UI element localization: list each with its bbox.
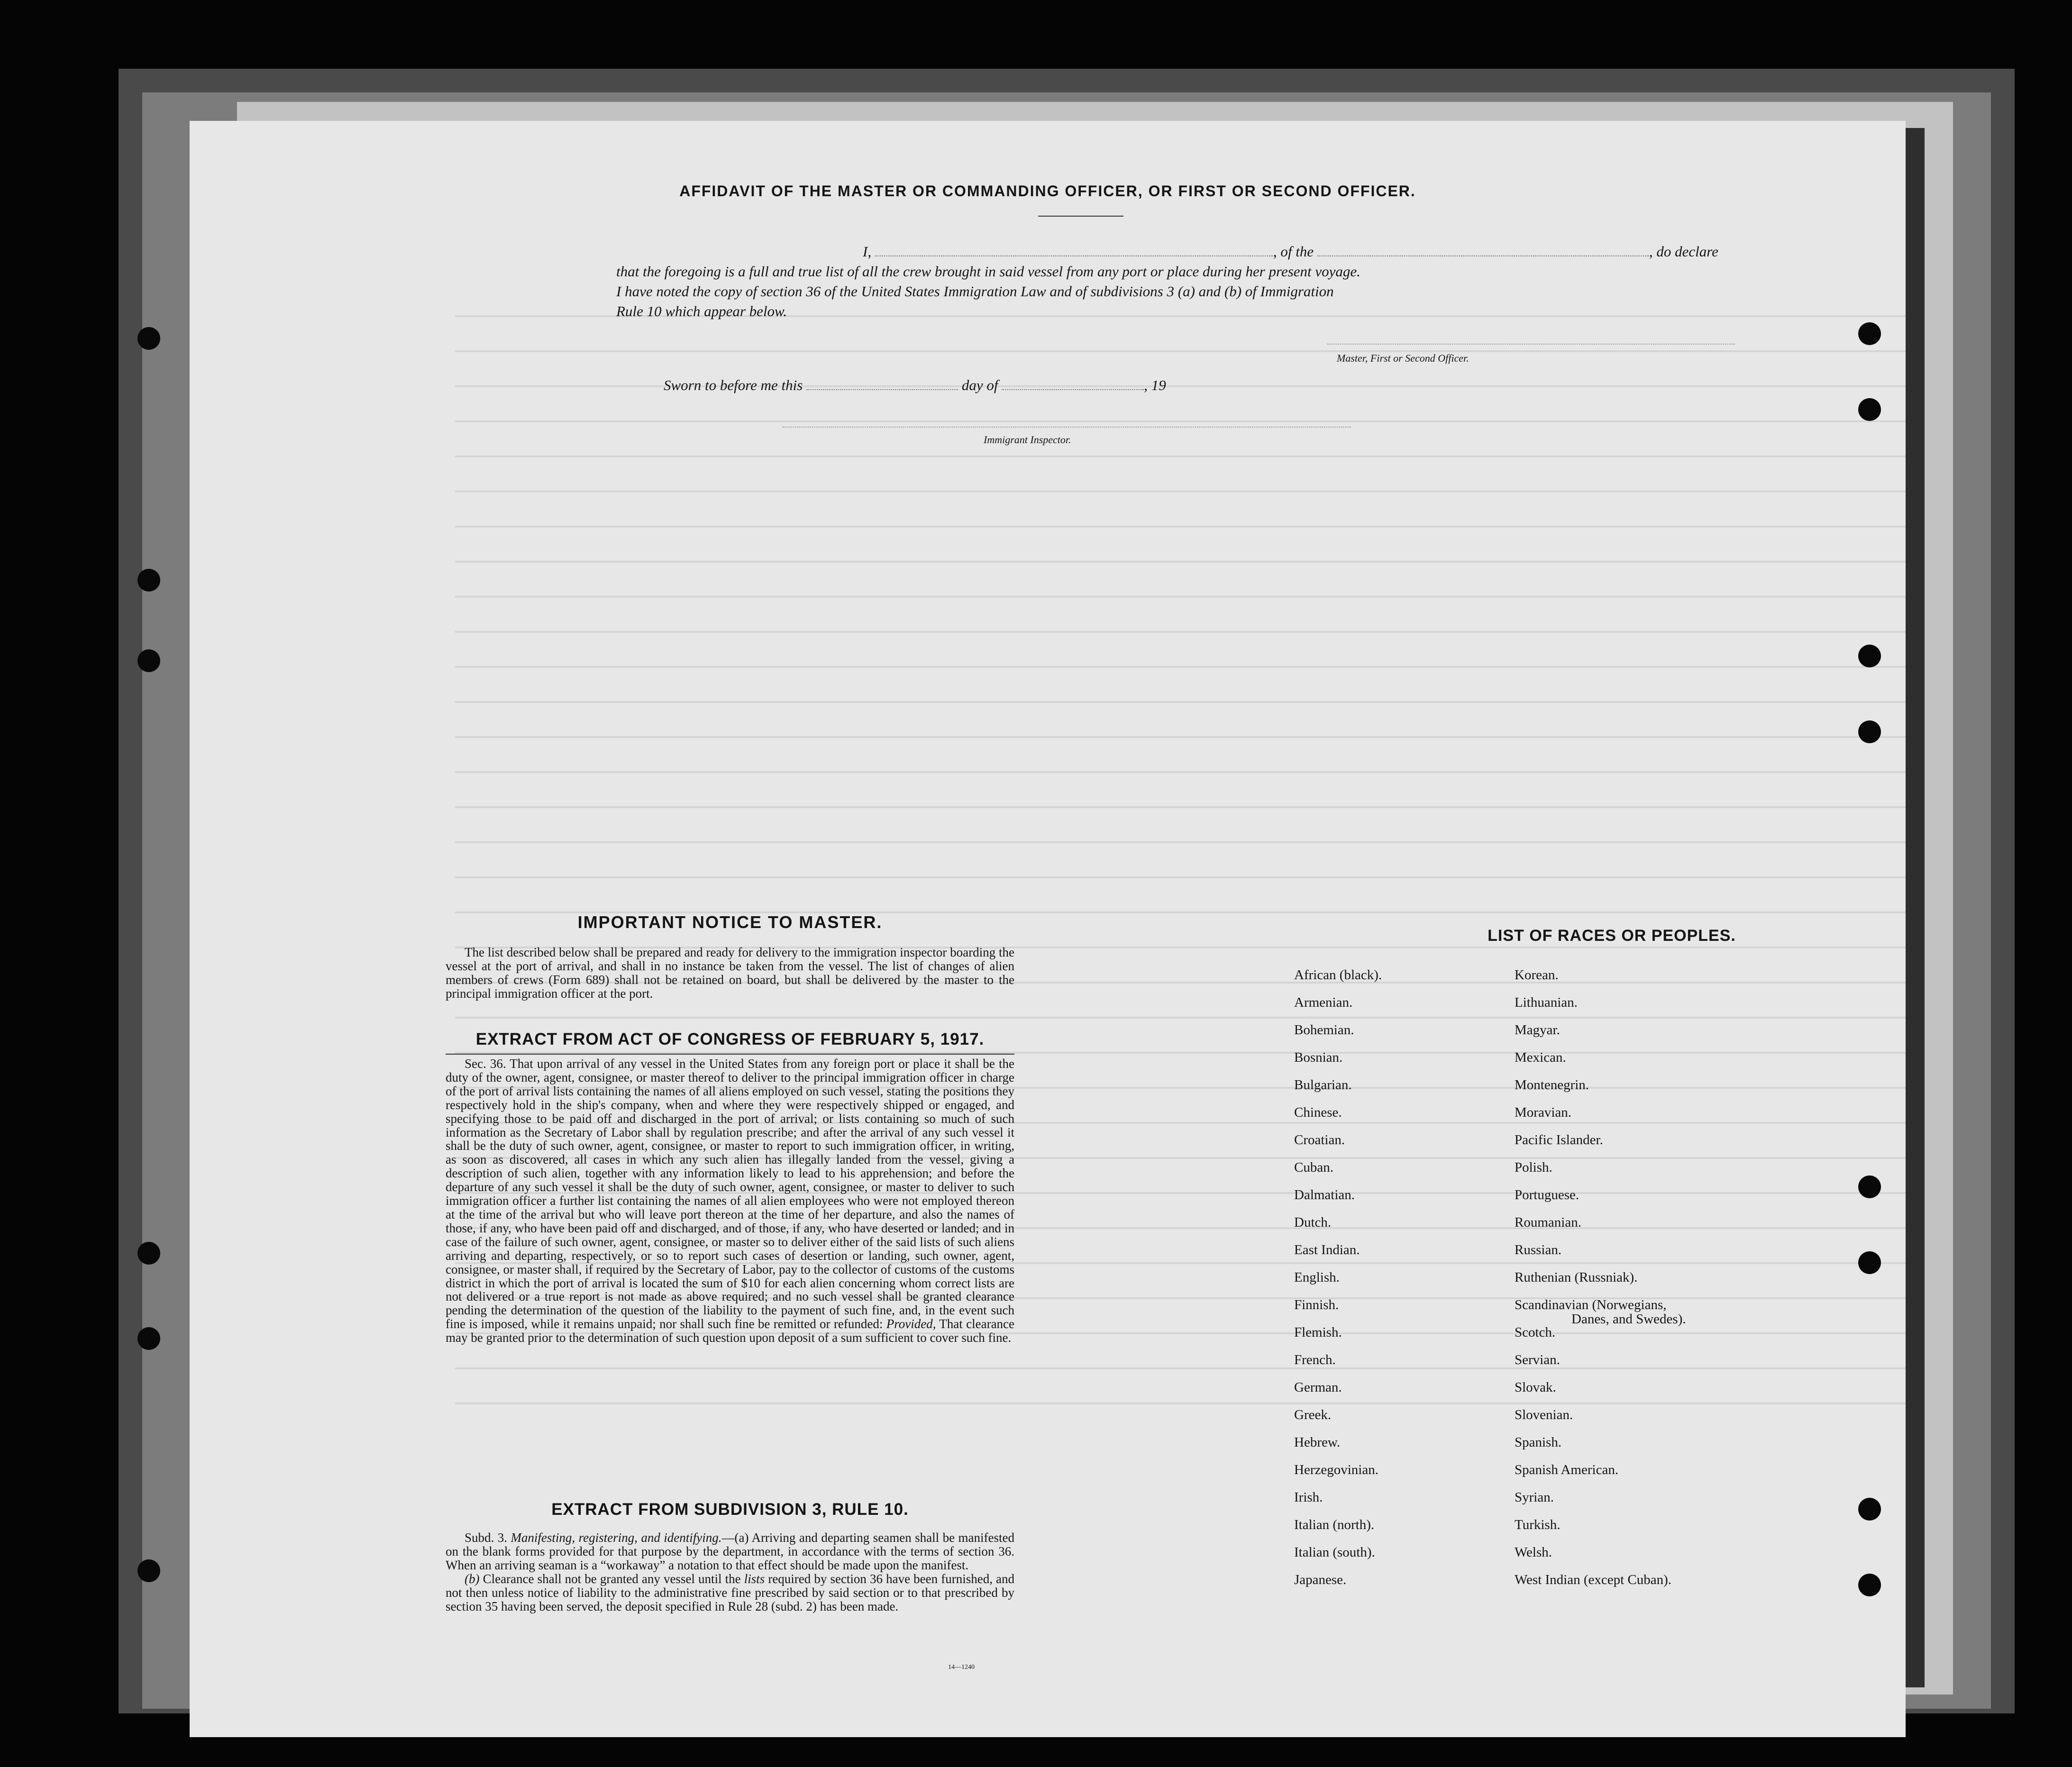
race-label: Dalmatian. — [1294, 1187, 1355, 1202]
para-a: —(a) Arriving and departing seamen shall be manifested on the blank forms provided for that purpose by the department, in accordance with the terms of section 36. When an arriving seaman is a “workaway” a notation to that effect should be made upon the manifest. — [446, 1530, 1014, 1572]
notice-title: IMPORTANT NOTICE TO MASTER. — [577, 912, 883, 932]
race-item — [1294, 968, 1512, 995]
race-label: Servian. — [1515, 1352, 1560, 1367]
race-label: Turkish. — [1515, 1517, 1561, 1532]
provided-word: Provided, — [886, 1317, 936, 1331]
sworn-prefix: Sworn to before me this — [664, 377, 803, 393]
race-label: Armenian. — [1294, 995, 1353, 1010]
signature-label: Master, First or Second Officer. — [1337, 352, 1469, 364]
sworn-year: , 19 — [1144, 377, 1166, 393]
race-label: Dutch. — [1294, 1215, 1332, 1230]
race-label: Irish. — [1294, 1490, 1323, 1505]
race-item — [1515, 1298, 1799, 1325]
punch-hole — [137, 327, 160, 350]
sworn-line — [664, 377, 1166, 394]
race-item — [1515, 1078, 1799, 1105]
race-label: Mexican. — [1515, 1050, 1566, 1065]
race-item — [1294, 1518, 1512, 1545]
affidavit-title: AFFIDAVIT OF THE MASTER OR COMMANDING OFFICER, OR FIRST OR SECOND OFFICER. — [679, 182, 1416, 200]
race-item — [1294, 1133, 1512, 1160]
punch-hole — [1858, 645, 1881, 667]
race-label: Lithuanian. — [1515, 995, 1578, 1010]
notice-text: The list described below shall be prepared and ready for delivery to the immigration inspector boarding the vessel at the port of arrival, and shall in no instance be taken from the vessel. The list of changes of alien members of crews (Form 689) shall not be retained on board, but shall be delivered by the master to the principal immigration officer at the port. — [446, 945, 1014, 1001]
race-item — [1294, 1270, 1512, 1298]
race-item — [1515, 1353, 1799, 1380]
sworn-day-field[interactable] — [806, 389, 958, 390]
punch-hole — [1858, 720, 1881, 743]
section-36-end: That clearance may be granted prior to the determination of such question upon deposit of a sum sufficient to cover such fine. — [446, 1317, 1015, 1345]
race-item — [1294, 1573, 1512, 1600]
declare-line-4: Rule 10 which appear below. — [616, 303, 787, 319]
race-item — [1515, 1573, 1799, 1600]
race-label: English. — [1294, 1270, 1340, 1285]
race-label: Roumanian. — [1515, 1215, 1581, 1230]
race-label: African (black). — [1294, 967, 1382, 983]
race-item — [1515, 1050, 1799, 1078]
race-item — [1294, 1023, 1512, 1050]
race-label: Italian (south). — [1294, 1545, 1375, 1560]
extract-rule-title: EXTRACT FROM SUBDIVISION 3, RULE 10. — [551, 1500, 909, 1519]
extract-act-body — [446, 1057, 1014, 1497]
declare-i: I, — [863, 243, 872, 260]
affidavit-sheet — [190, 121, 1906, 1737]
extract-act-title: EXTRACT FROM ACT OF CONGRESS OF FEBRUARY 5, 1917. — [475, 1030, 985, 1048]
vessel-field[interactable] — [1317, 255, 1649, 256]
race-label: Korean. — [1515, 967, 1559, 983]
race-label: Scotch. — [1515, 1325, 1556, 1340]
race-label: Greek. — [1294, 1407, 1332, 1422]
race-item — [1515, 1435, 1799, 1463]
extract-rule-body — [446, 1531, 1014, 1664]
race-item — [1294, 1078, 1512, 1105]
sworn-month-field[interactable] — [1002, 389, 1144, 390]
race-label: Syrian. — [1515, 1490, 1554, 1505]
inspector-label: Immigrant Inspector. — [984, 434, 1071, 446]
race-item — [1294, 1105, 1512, 1133]
race-item — [1294, 1215, 1512, 1243]
races-left-column — [1294, 968, 1512, 1600]
subd-label: Subd. 3. — [465, 1530, 507, 1545]
race-item — [1515, 1325, 1799, 1353]
title-rule — [1038, 216, 1123, 217]
race-item — [1294, 1353, 1512, 1380]
race-label: Portuguese. — [1515, 1187, 1579, 1202]
race-item — [1515, 1518, 1799, 1545]
notice-body — [446, 946, 1014, 1029]
race-label: Cuban. — [1294, 1160, 1333, 1175]
race-item — [1515, 1243, 1799, 1270]
race-label: Welsh. — [1515, 1545, 1552, 1560]
race-item — [1294, 1188, 1512, 1215]
inspector-signature-line[interactable] — [782, 427, 1351, 428]
punch-hole — [137, 569, 160, 592]
race-item — [1515, 968, 1799, 995]
race-item — [1515, 1490, 1799, 1518]
form-number: 14—1240 — [948, 1664, 975, 1671]
punch-hole — [1858, 398, 1881, 421]
race-item — [1515, 1023, 1799, 1050]
sworn-day-of: day of — [961, 377, 998, 393]
race-item — [1294, 1490, 1512, 1518]
race-item — [1294, 1435, 1512, 1463]
punch-hole — [1858, 1251, 1881, 1274]
race-item — [1294, 1298, 1512, 1325]
race-label: Russian. — [1515, 1242, 1562, 1257]
section-label: Sec. 36. — [465, 1057, 506, 1071]
race-label: Chinese. — [1294, 1105, 1342, 1120]
para-b-end: required by section 36 have been furnished, and not then unless notice of liability to the administrative fine prescribed by said section or to that prescribed by section 35 having been served, the deposit specified in Rule 28 (subd. 2) has been made. — [446, 1571, 1015, 1613]
extract-act-rule — [446, 1054, 1014, 1055]
punch-hole — [137, 1242, 160, 1265]
race-label: Pacific Islander. — [1515, 1132, 1603, 1148]
race-label-continuation: Danes, and Swedes). — [1571, 1312, 1686, 1327]
race-label: Finnish. — [1294, 1297, 1339, 1312]
race-item — [1294, 995, 1512, 1023]
race-item — [1294, 1545, 1512, 1573]
race-item — [1294, 1380, 1512, 1408]
race-label: Bulgarian. — [1294, 1077, 1352, 1093]
race-label: Magyar. — [1515, 1022, 1560, 1038]
race-item — [1294, 1463, 1512, 1490]
name-field[interactable] — [875, 255, 1273, 256]
para-b-lists: lists — [744, 1571, 765, 1586]
punch-hole — [1858, 1175, 1881, 1198]
race-label: Japanese. — [1294, 1572, 1347, 1587]
race-item — [1515, 1545, 1799, 1573]
declare-of-the: , of the — [1273, 243, 1314, 260]
race-item — [1515, 1133, 1799, 1160]
race-item — [1294, 1050, 1512, 1078]
race-label: French. — [1294, 1352, 1336, 1367]
signature-line[interactable] — [1327, 344, 1735, 345]
race-label: Scandinavian (Norwegians, — [1515, 1297, 1667, 1312]
race-label: Moravian. — [1515, 1105, 1571, 1120]
affidavit-declaration — [616, 242, 1754, 321]
race-item — [1515, 1105, 1799, 1133]
race-item — [1294, 1243, 1512, 1270]
race-item — [1515, 1160, 1799, 1188]
race-label: Croatian. — [1294, 1132, 1345, 1148]
race-label: Slovenian. — [1515, 1407, 1573, 1422]
para-b-label: (b) — [465, 1571, 480, 1586]
race-label: Bosnian. — [1294, 1050, 1343, 1065]
race-item — [1515, 995, 1799, 1023]
punch-hole — [1858, 1574, 1881, 1596]
race-label: Montenegrin. — [1515, 1077, 1589, 1093]
race-item — [1515, 1380, 1799, 1408]
declare-do-declare: , do declare — [1649, 243, 1718, 260]
race-item — [1294, 1160, 1512, 1188]
race-item — [1515, 1463, 1799, 1490]
races-title: LIST OF RACES OR PEOPLES. — [1488, 927, 1736, 945]
race-label: Ruthenian (Russniak). — [1515, 1270, 1638, 1285]
race-label: Hebrew. — [1294, 1435, 1341, 1450]
race-item — [1294, 1408, 1512, 1435]
race-label: German. — [1294, 1380, 1342, 1395]
para-b-start: Clearance shall not be granted any vessel until the — [483, 1571, 741, 1586]
punch-hole — [1858, 1498, 1881, 1521]
race-label: Spanish. — [1515, 1435, 1562, 1450]
race-label: Herzegovinian. — [1294, 1462, 1378, 1477]
race-label: West Indian (except Cuban). — [1515, 1572, 1672, 1587]
race-label: Italian (north). — [1294, 1517, 1375, 1532]
punch-hole — [1858, 322, 1881, 345]
race-item — [1294, 1325, 1512, 1353]
race-label: Bohemian. — [1294, 1022, 1354, 1038]
punch-hole — [137, 1327, 160, 1350]
declare-line-3: I have noted the copy of section 36 of the United States Immigration Law and of subdivisions 3 (a) and (b) of Immigration — [616, 283, 1334, 300]
race-label: East Indian. — [1294, 1242, 1360, 1257]
race-label: Polish. — [1515, 1160, 1552, 1175]
race-label: Spanish American. — [1515, 1462, 1619, 1477]
subd-heading: Manifesting, registering, and identifying. — [511, 1530, 722, 1545]
race-label: Slovak. — [1515, 1380, 1556, 1395]
race-item — [1515, 1270, 1799, 1298]
races-right-column — [1515, 968, 1799, 1600]
declare-line-2: that the foregoing is a full and true list of all the crew brought in said vessel from any port or place during her present voyage. — [616, 263, 1360, 280]
race-item — [1515, 1408, 1799, 1435]
race-item — [1515, 1188, 1799, 1215]
section-36-text: That upon arrival of any vessel in the United States from any foreign port or place it shall be the duty of the owner, agent, consignee, or master thereof to deliver to the principal immigration officer in charge of the port of arrival lists containing the names of all aliens employed on such vessel, stating the positions they respectively hold in the ship's company, when and where they were respectively shipped or engaged, and specifying those to be paid off and discharged in the port of arrival; or lists containing so much of such information as the Secretary of Labor shall by regulation prescribe; and after the arrival of any such vessel it shall be the duty of such owner, agent, consignee, or master to report to such immigration officer, in writing, as soon as discovered, all cases in which any such alien has illegally landed from the vessel, giving a description of such alien, together with any information likely to lead to his apprehension; and before the departure of any such vessel it shall be the duty of such owner, agent, consignee, or master to deliver to such immigration officer a further list containing the names of all alien employees who were not employed thereon at the time of the arrival but who will leave port thereon at the time of her departure, and also the names of those, if any, who have been paid off and discharged, and of those, if any, who have deserted or landed; and in case of the failure of such owner, agent, consignee, or master so to deliver either of the said lists of such aliens arriving and departing, respectively, or so to report such cases of desertion or landing, such owner, agent, consignee, or master shall, if required by the Secretary of Labor, pay to the collector of customs of the customs district in which the port of arrival is located the sum of $10 for each alien concerning whom correct lists are not delivered or a true report is not made as above required; and no such vessel shall be granted clearance pending the determination of the question of the liability to the payment of such fine, and, in the event such fine is imposed, while it remains unpaid; nor shall such fine be remitted or refunded: — [446, 1057, 1015, 1331]
race-item — [1515, 1215, 1799, 1243]
punch-hole — [137, 1559, 160, 1582]
race-label: Flemish. — [1294, 1325, 1342, 1340]
punch-hole — [137, 649, 160, 672]
